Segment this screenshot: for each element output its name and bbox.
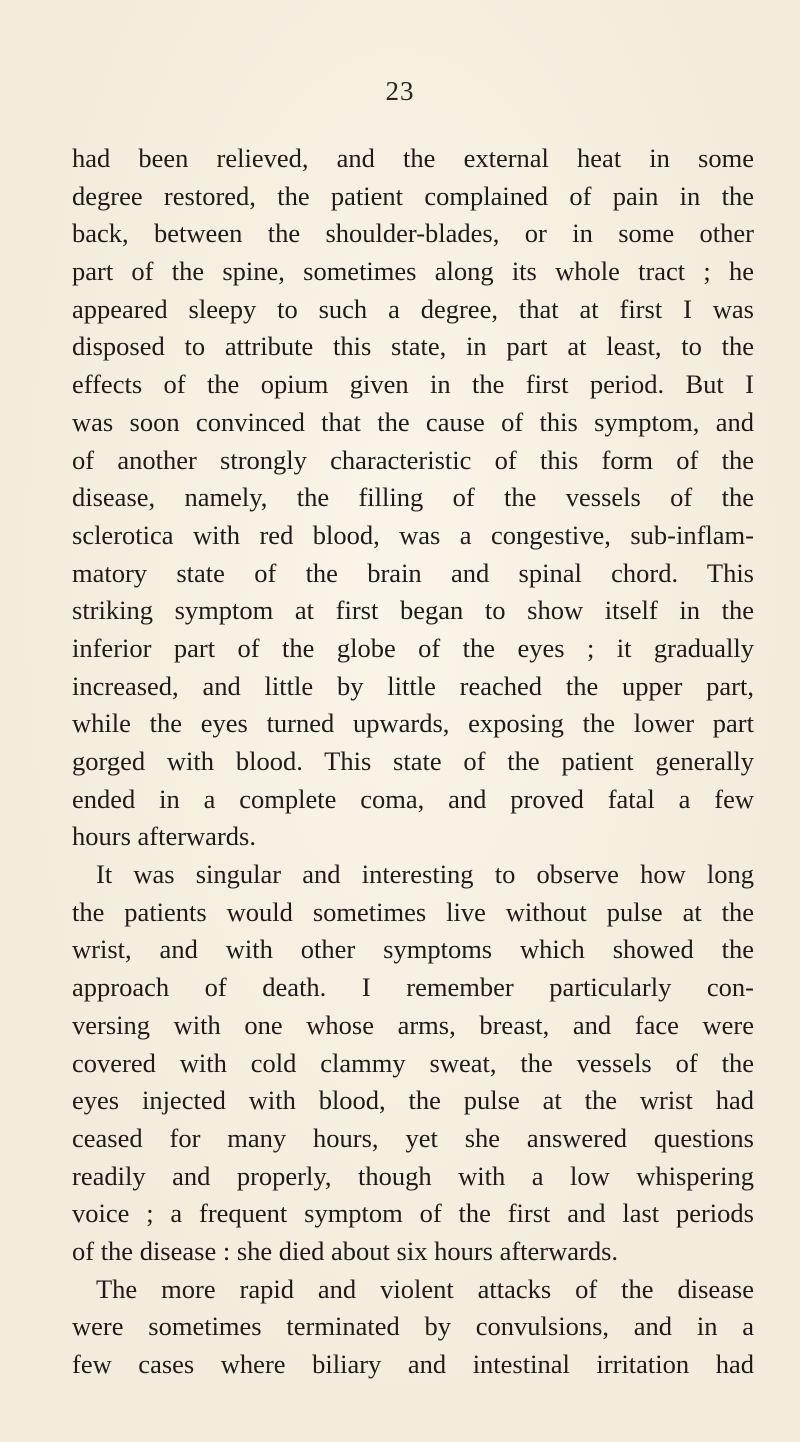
- text-line: hours afterwards.: [72, 821, 256, 852]
- text-line: were sometimes terminated by convulsions, and in a: [72, 1311, 754, 1342]
- text-line: ended in a complete coma, and proved fatal a few: [72, 783, 754, 814]
- text-line: wrist, and with other symptoms which showed the: [72, 934, 754, 965]
- text-line: approach of death. I remember particularly con-: [72, 972, 754, 1003]
- text-line: the patients would sometimes live without pulse at the: [72, 896, 754, 927]
- text-line: eyes injected with blood, the pulse at the wrist had: [72, 1085, 754, 1116]
- text-line: of another strongly characteristic of this form of the: [72, 444, 754, 475]
- text-line: degree restored, the patient complained of pain in the: [72, 180, 754, 211]
- text-line: of the disease : she died about six hours afterwards.: [72, 1235, 619, 1266]
- text-line: increased, and little by little reached the upper part,: [72, 670, 754, 701]
- text-line: was soon convinced that the cause of this symptom, and: [72, 406, 754, 437]
- text-line: versing with one whose arms, breast, and face were: [72, 1009, 754, 1040]
- text-line: covered with cold clammy sweat, the vessels of the: [72, 1047, 754, 1078]
- text-line: appeared sleepy to such a degree, that at first I was: [72, 293, 754, 324]
- text-line: disposed to attribute this state, in part at least, to the: [72, 331, 754, 362]
- text-line: gorged with blood. This state of the patient generally: [72, 746, 754, 776]
- text-line: readily and properly, though with a low whispering: [72, 1160, 754, 1191]
- text-line: had been relieved, and the external heat in some: [72, 143, 754, 173]
- text-line: striking symptom at first began to show itself in the: [72, 595, 754, 626]
- text-line: while the eyes turned upwards, exposing the lower part: [72, 708, 754, 739]
- page-number: 23: [385, 76, 415, 106]
- text-line: It was singular and interesting to observe how long: [96, 859, 754, 890]
- text-line: matory state of the brain and spinal chord. This: [72, 557, 754, 588]
- text-line: inferior part of the globe of the eyes ; it gradually: [72, 632, 754, 663]
- text-line: The more rapid and violent attacks of the disease: [96, 1273, 754, 1304]
- text-line: voice ; a frequent symptom of the first and last periods: [72, 1198, 754, 1229]
- body-text: [72, 140, 754, 1384]
- text-line: few cases where biliary and intestinal irritation had: [72, 1349, 754, 1379]
- text-line: effects of the opium given in the first period. But I: [72, 369, 754, 400]
- text-line: part of the spine, sometimes along its whole tract ; he: [72, 256, 754, 287]
- text-line: disease, namely, the filling of the vessels of the: [72, 482, 754, 513]
- text-line: back, between the shoulder-blades, or in some other: [72, 218, 754, 249]
- text-line: sclerotica with red blood, was a congestive, sub-inflam-: [72, 519, 754, 550]
- text-line: ceased for many hours, yet she answered questions: [72, 1122, 754, 1153]
